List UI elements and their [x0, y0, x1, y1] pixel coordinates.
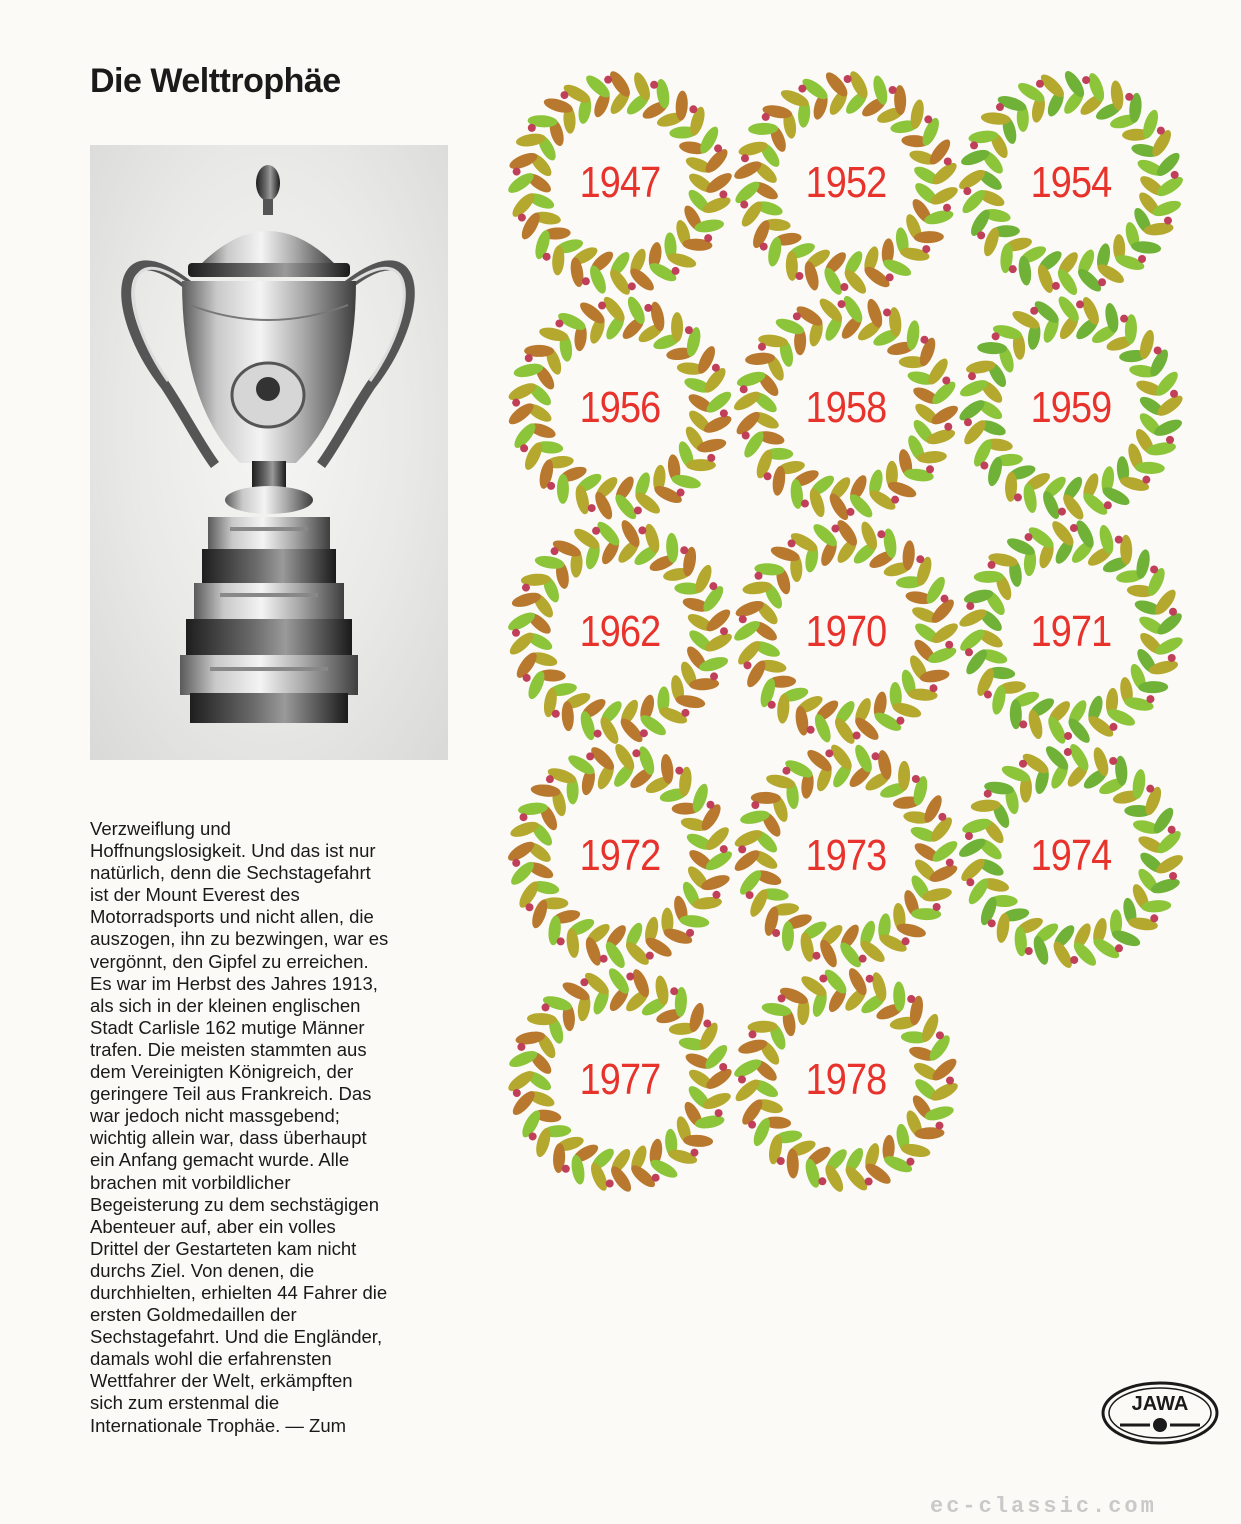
trophy-illustration: [90, 145, 448, 760]
year-wreath: [958, 519, 1184, 745]
year-wreath: [958, 295, 1184, 521]
body-line: Verzweiflung und: [90, 818, 231, 839]
article-body: [90, 818, 470, 1437]
body-line: natürlich, denn die Sechstagefahrt: [90, 862, 371, 884]
body-line: wichtig allein war, dass überhaupt: [90, 1127, 367, 1149]
body-line: dem Vereinigten Königreich, der: [90, 1061, 354, 1083]
laurel-wreath-icon: [507, 70, 733, 296]
laurel-wreath-icon: [733, 743, 959, 969]
body-line: war jedoch nicht massgebend;: [90, 1105, 340, 1127]
year-label: 1959: [1030, 383, 1112, 432]
body-line: Internationale Trophäe. — Zum: [90, 1414, 347, 1436]
year-label: 1962: [579, 607, 661, 656]
year-label: 1978: [805, 1055, 887, 1104]
body-line: als sich in der kleinen englischen: [90, 994, 361, 1016]
laurel-wreath-icon: [958, 519, 1184, 745]
year-wreath: [507, 519, 733, 745]
body-line: trafen. Die meisten stammten aus: [90, 1038, 367, 1060]
laurel-wreath-icon: [507, 967, 733, 1193]
year-label: 1977: [579, 1055, 661, 1104]
year-wreath: [733, 295, 959, 521]
year-label: 1958: [805, 383, 887, 432]
page-title: Die Welttrophäe: [90, 62, 341, 100]
logo-text: JAWA: [1131, 1393, 1189, 1415]
body-line: auszogen, ihn zu bezwingen, war es: [90, 928, 389, 950]
body-line: Hoffnungslosigkeit. Und das ist nur: [90, 840, 376, 862]
laurel-wreath-icon: [507, 295, 733, 521]
watermark: ec-classic.com: [930, 1494, 1157, 1519]
body-line: Motorradsports und nicht allen, die: [90, 906, 374, 928]
laurel-wreath-icon: [958, 295, 1184, 521]
body-line: Begeisterung zu dem sechstägigen: [90, 1193, 379, 1215]
year-wreath: [733, 967, 959, 1193]
laurel-wreath-icon: [507, 519, 733, 745]
year-wreath: [507, 743, 733, 969]
year-label: 1973: [805, 831, 887, 880]
body-line: Stadt Carlisle 162 mutige Männer: [90, 1016, 365, 1038]
body-line: Es war im Herbst des Jahres 1913,: [90, 972, 378, 994]
body-line: ist der Mount Everest des: [90, 884, 300, 906]
year-label: 1947: [579, 158, 661, 207]
body-line: Drittel der Gestarteten kam nicht: [90, 1237, 357, 1259]
laurel-wreath-icon: [733, 519, 959, 745]
year-wreath: [958, 70, 1184, 296]
laurel-wreath-icon: [958, 743, 1184, 969]
laurel-wreath-icon: [733, 295, 959, 521]
laurel-wreath-icon: [733, 70, 959, 296]
year-label: 1972: [579, 831, 661, 880]
year-wreath: [733, 519, 959, 745]
year-wreath: [507, 70, 733, 296]
body-line: ein Anfang gemacht wurde. Alle: [90, 1149, 350, 1171]
body-line: geringere Teil aus Frankreich. Das: [90, 1083, 372, 1105]
year-wreath: [958, 743, 1184, 969]
body-line: Abenteuer auf, aber ein volles: [90, 1215, 336, 1237]
body-line: sich zum erstenmal die: [90, 1392, 280, 1414]
laurel-wreath-icon: [733, 967, 959, 1193]
body-line: Sechstagefahrt. Und die Engländer,: [90, 1326, 383, 1348]
year-label: 1952: [805, 158, 887, 207]
body-line: vergönnt, den Gipfel zu erreichen.: [90, 950, 369, 972]
jawa-logo: [1100, 1380, 1220, 1446]
year-label: 1970: [805, 607, 887, 656]
body-line: ersten Goldmedaillen der: [90, 1304, 297, 1326]
trophy-photo: [90, 145, 448, 760]
body-line: damals wohl die erfahrensten: [90, 1348, 332, 1370]
laurel-wreath-icon: [507, 743, 733, 969]
body-line: Wettfahrer der Welt, erkämpften: [90, 1370, 353, 1392]
year-wreath: [507, 967, 733, 1193]
year-label: 1974: [1030, 831, 1112, 880]
body-line: brachen mit vorbildlicher: [90, 1171, 291, 1193]
year-label: 1954: [1030, 158, 1112, 207]
year-wreath: [507, 295, 733, 521]
body-line: durchhielten, erhielten 44 Fahrer die: [90, 1281, 388, 1303]
year-label: 1956: [579, 383, 661, 432]
body-line: durchs Ziel. Von denen, die: [90, 1259, 315, 1281]
year-wreath: [733, 743, 959, 969]
year-label: 1971: [1030, 607, 1112, 656]
year-wreath: [733, 70, 959, 296]
laurel-wreath-icon: [958, 70, 1184, 296]
